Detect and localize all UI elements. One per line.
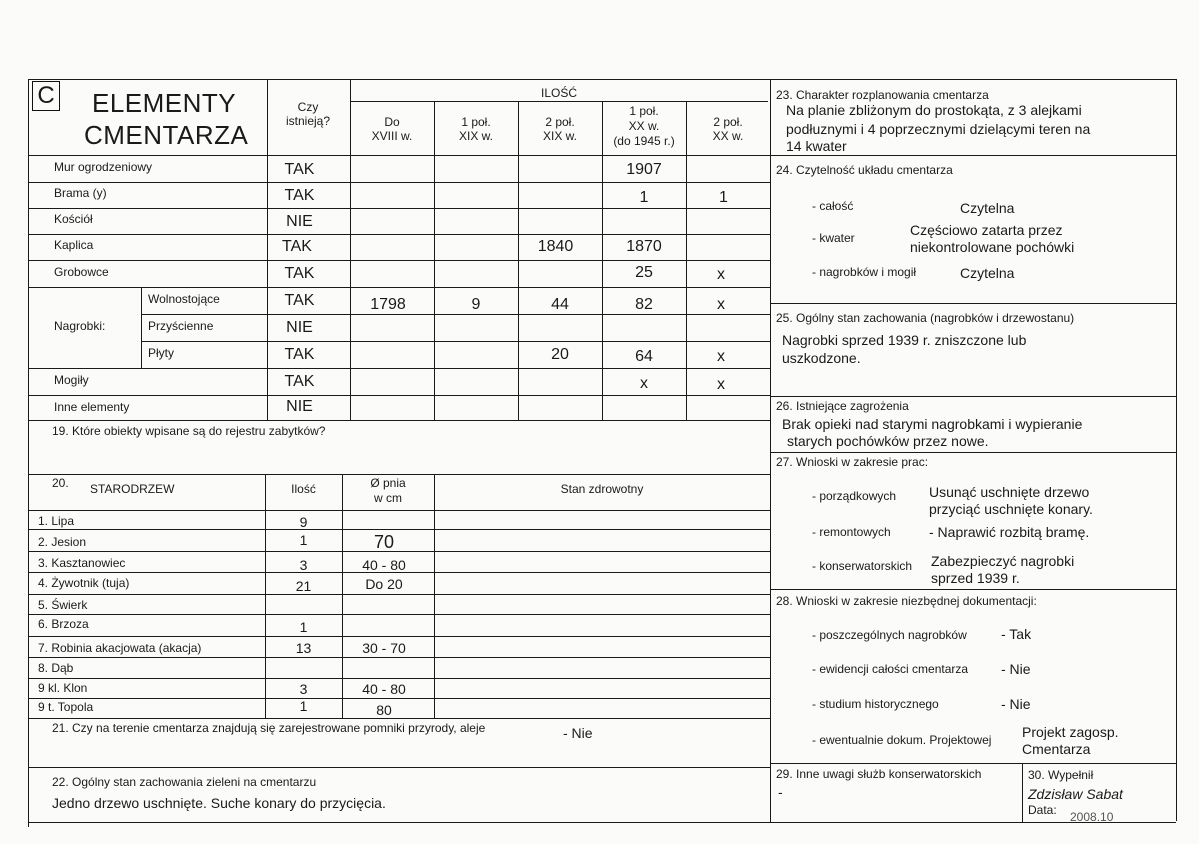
exists-value: NIE bbox=[286, 398, 313, 415]
tree-name: 4. Żywotnik (tuja) bbox=[38, 576, 130, 590]
col-header-1-l2: XVIII w. bbox=[371, 129, 413, 143]
q28-value: - Nie bbox=[1001, 696, 1031, 712]
trees-row-line bbox=[28, 657, 770, 658]
qty-cell: 1798 bbox=[370, 296, 406, 313]
col-header-4-l1: 1 poł. bbox=[629, 104, 659, 118]
q24-label: - nagrobków i mogił bbox=[812, 265, 917, 279]
q28-label: - poszczególnych nagrobków bbox=[812, 628, 967, 642]
row-label: Mogiły bbox=[54, 373, 89, 387]
q28-value: - Tak bbox=[1001, 626, 1032, 642]
tree-diam: 30 - 70 bbox=[362, 640, 406, 656]
q28-label: - ewentualnie dokum. Projektowej bbox=[812, 733, 992, 747]
q21-bottom-line bbox=[28, 767, 770, 768]
qty-cell: 1 bbox=[719, 189, 728, 206]
row-line-2 bbox=[28, 208, 770, 209]
q30-date-label: Data: bbox=[1028, 803, 1057, 817]
tree-name: 6. Brzoza bbox=[38, 617, 89, 631]
q28-label: - ewidencji całości cmentarza bbox=[812, 662, 969, 676]
q29-answer: - bbox=[778, 784, 783, 800]
trees-title: STARODRZEW bbox=[90, 482, 175, 496]
q24-label: - całość bbox=[812, 199, 854, 213]
trees-col-diam-1: Ø pnia bbox=[370, 476, 406, 490]
tree-name: 3. Kasztanowiec bbox=[38, 556, 126, 570]
tree-diam: 40 - 80 bbox=[362, 557, 406, 573]
q24-value: Czytelna bbox=[960, 200, 1015, 216]
tree-qty: 3 bbox=[299, 557, 308, 573]
q26-answer-1: Brak opieki nad starymi nagrobkami i wypieranie bbox=[782, 416, 1083, 432]
q27-label: - porządkowych bbox=[812, 489, 897, 503]
q23-bottom-line bbox=[770, 155, 1176, 156]
exists-value: NIE bbox=[286, 319, 313, 336]
row-sublabel: Wolnostojące bbox=[148, 292, 220, 306]
tree-name: 1. Lipa bbox=[38, 514, 75, 528]
q21-text: 21. Czy na terenie cmentarza znajdują się zarejestrowane pomniki przyrody, aleje bbox=[52, 721, 486, 735]
trees-row-line bbox=[28, 678, 770, 679]
q27-value-2: sprzed 1939 r. bbox=[931, 570, 1020, 586]
row-line-4 bbox=[28, 260, 770, 261]
qty-cell: x bbox=[717, 296, 725, 313]
q23-answer-2: podłuznymi i 4 poprzecznymi dzielącymi teren na bbox=[786, 121, 1091, 137]
exists-value: TAK bbox=[282, 238, 312, 255]
col-header-3-l1: 2 poł. bbox=[545, 115, 575, 129]
trees-num: 20. bbox=[52, 476, 69, 490]
q26-bottom-line bbox=[770, 452, 1176, 453]
row-label: Brama (y) bbox=[54, 186, 107, 200]
q23-answer-3: 14 kwater bbox=[786, 138, 847, 154]
row-label: Inne elementy bbox=[54, 400, 130, 414]
trees-row-line bbox=[28, 636, 770, 637]
row-label: Kościół bbox=[54, 212, 93, 226]
q26-answer-2: starych pochówków przez nowe. bbox=[787, 433, 989, 449]
exists-value: TAK bbox=[284, 346, 315, 363]
section-title-line2: CMENTARZA bbox=[84, 120, 249, 150]
exists-col-header-1: Czy bbox=[297, 100, 319, 114]
qty-cell: x bbox=[640, 375, 648, 392]
exists-value: TAK bbox=[284, 187, 315, 204]
q19-text: 19. Które obiekty wpisane są do rejestru zabytków? bbox=[52, 424, 326, 438]
row-line-3 bbox=[28, 234, 770, 235]
tree-qty: 9 bbox=[299, 514, 308, 530]
q27-label: - konserwatorskich bbox=[812, 559, 913, 573]
exists-value: TAK bbox=[284, 292, 315, 309]
frame-left-line bbox=[28, 79, 29, 827]
tree-qty: 21 bbox=[295, 578, 312, 594]
qty-cell: 1840 bbox=[537, 238, 574, 255]
q27-value: Zabezpieczyć nagrobki bbox=[931, 553, 1075, 569]
grid-vline-right bbox=[770, 79, 771, 822]
section-letter-box: C bbox=[32, 81, 60, 111]
tree-name: 7. Robinia akacjowata (akacja) bbox=[38, 641, 202, 655]
trees-row-line bbox=[28, 718, 770, 719]
q30-name: Zdzisław Sabat bbox=[1028, 786, 1123, 802]
q21-answer: - Nie bbox=[563, 725, 593, 741]
tree-qty: 3 bbox=[299, 681, 308, 697]
trees-row-line bbox=[28, 529, 770, 530]
tree-diam: 70 bbox=[373, 532, 395, 552]
qty-cell: 82 bbox=[635, 296, 653, 313]
trees-col-diam-2: w cm bbox=[374, 491, 402, 505]
col-header-5-l1: 2 poł. bbox=[713, 115, 743, 129]
q27-bottom-line bbox=[770, 589, 1176, 590]
qty-cell: x bbox=[717, 348, 725, 365]
qty-cell: 9 bbox=[471, 296, 481, 313]
row-line-10 bbox=[28, 420, 770, 421]
exists-col-header-2: istnieją? bbox=[285, 114, 331, 128]
q27-value: Usunąć uschnięte drzewo bbox=[929, 484, 1090, 500]
row-label: Grobowce bbox=[54, 265, 109, 279]
q28-bottom-line bbox=[770, 763, 1176, 764]
row-line-8 bbox=[28, 368, 770, 369]
q25-bottom-line bbox=[770, 396, 1176, 397]
frame-right-line bbox=[1176, 79, 1177, 821]
q28-text: 28. Wnioski w zakresie niezbędnej dokumentacji: bbox=[776, 594, 1037, 608]
col-header-1-l1: Do bbox=[384, 115, 400, 129]
tree-name: 9 t. Topola bbox=[38, 700, 94, 714]
q26-text: 26. Istniejące zagrożenia bbox=[776, 399, 909, 413]
grid-vline-nagrobki bbox=[141, 287, 142, 368]
row-line-7 bbox=[141, 341, 770, 342]
section-title-line1: ELEMENTY bbox=[92, 88, 237, 118]
qty-cell: 44 bbox=[551, 296, 569, 313]
frame-bottom-line bbox=[28, 822, 1176, 823]
trees-col-health: Stan zdrowotny bbox=[560, 482, 644, 496]
trees-row-line bbox=[28, 614, 770, 615]
q22-text: 22. Ogólny stan zachowania zieleni na cmentarzu bbox=[52, 775, 317, 789]
q25-answer-1: Nagrobki sprzed 1939 r. zniszczone lub bbox=[782, 332, 1027, 348]
q19-bottom-line bbox=[28, 474, 770, 475]
col-header-4-l3: (do 1945 r.) bbox=[613, 134, 675, 148]
q24-value: Częściowo zatarta przez bbox=[910, 222, 1063, 238]
col-header-2-l2: XIX w. bbox=[458, 129, 493, 143]
tree-diam: 40 - 80 bbox=[362, 681, 406, 697]
col-header-3-l2: XIX w. bbox=[542, 129, 577, 143]
row-line-1 bbox=[28, 182, 770, 183]
exists-value: TAK bbox=[284, 373, 315, 390]
qty-cell: x bbox=[717, 266, 725, 283]
trees-col-qty: Ilość bbox=[291, 482, 316, 496]
row-sublabel: Przyścienne bbox=[148, 319, 214, 333]
qty-cell: 20 bbox=[551, 346, 569, 363]
q27-value-2: przyciąć uschnięte konary. bbox=[929, 501, 1093, 517]
col-header-5-l2: XX w. bbox=[712, 129, 744, 143]
trees-row-line bbox=[28, 510, 770, 511]
qty-cell: 1907 bbox=[626, 161, 662, 178]
q27-text: 27. Wnioski w zakresie prac: bbox=[776, 455, 929, 469]
q29-text: 29. Inne uwagi służb konserwatorskich bbox=[776, 767, 982, 781]
q28-value: Projekt zagosp. bbox=[1022, 724, 1119, 740]
q27-value: - Naprawić rozbitą bramę. bbox=[929, 524, 1090, 540]
q23-answer-1: Na planie zbliżonym do prostokąta, z 3 alejkami bbox=[786, 102, 1082, 118]
qty-cell: 1870 bbox=[626, 238, 662, 255]
qty-cell: 1 bbox=[639, 189, 649, 206]
q30-text: 30. Wypełnił bbox=[1028, 768, 1094, 782]
row-sublabel: Płyty bbox=[148, 346, 175, 360]
q24-value-2: niekontrolowane pochówki bbox=[910, 239, 1075, 255]
tree-qty: 13 bbox=[295, 640, 312, 656]
exists-value: NIE bbox=[286, 213, 313, 230]
tree-diam: 80 bbox=[376, 702, 392, 718]
tree-name: 2. Jesion bbox=[38, 535, 87, 549]
trees-row-line bbox=[28, 594, 770, 595]
row-line-9 bbox=[28, 395, 770, 396]
row-label: Mur ogrodzeniowy bbox=[54, 160, 153, 174]
tree-diam: Do 20 bbox=[365, 576, 403, 592]
q28-value: - Nie bbox=[1001, 661, 1031, 677]
q25-answer-2: uszkodzone. bbox=[782, 350, 861, 366]
exists-value: TAK bbox=[284, 265, 315, 282]
q28-value-2: Cmentarza bbox=[1022, 741, 1091, 757]
frame-top-line bbox=[28, 79, 1176, 80]
qty-cell: 64 bbox=[635, 348, 653, 365]
tree-qty: 1 bbox=[299, 698, 308, 714]
q22-answer: Jedno drzewo uschnięte. Suche konary do przycięcia. bbox=[52, 795, 386, 811]
qty-cell: x bbox=[717, 376, 725, 393]
q24-label: - kwater bbox=[812, 231, 855, 245]
q24-text: 24. Czytelność układu cmentarza bbox=[776, 163, 953, 177]
col-header-4-l2: XX w. bbox=[628, 119, 660, 133]
row-label: Kaplica bbox=[54, 238, 94, 252]
quantity-header-line bbox=[350, 101, 768, 102]
q27-label: - remontowych bbox=[812, 525, 891, 539]
tree-qty: 1 bbox=[299, 619, 308, 635]
col-header-2-l1: 1 poł. bbox=[461, 115, 491, 129]
trees-row-line bbox=[28, 698, 770, 699]
qty-cell: 25 bbox=[635, 264, 653, 281]
nagrobki-label: Nagrobki: bbox=[54, 319, 106, 333]
tree-name: 9 kl. Klon bbox=[38, 681, 88, 695]
q29-q30-divider bbox=[1022, 763, 1023, 822]
q30-date-value: 2008.10 bbox=[1070, 810, 1114, 824]
tree-name: 8. Dąb bbox=[38, 661, 74, 675]
tree-qty: 1 bbox=[299, 532, 308, 548]
row-line-6 bbox=[141, 314, 770, 315]
q28-label: - studium historycznego bbox=[812, 697, 939, 711]
row-line-5 bbox=[28, 287, 770, 288]
quantity-header: ILOŚĆ bbox=[540, 86, 577, 100]
q24-bottom-line bbox=[770, 303, 1176, 304]
tree-name: 5. Świerk bbox=[38, 598, 88, 612]
exists-value: TAK bbox=[284, 161, 315, 178]
q25-text: 25. Ogólny stan zachowania (nagrobków i drzewostanu) bbox=[776, 311, 1075, 325]
header-bottom-line bbox=[28, 155, 770, 156]
q24-value: Czytelna bbox=[960, 265, 1015, 281]
q23-text: 23. Charakter rozplanowania cmentarza bbox=[776, 88, 989, 102]
